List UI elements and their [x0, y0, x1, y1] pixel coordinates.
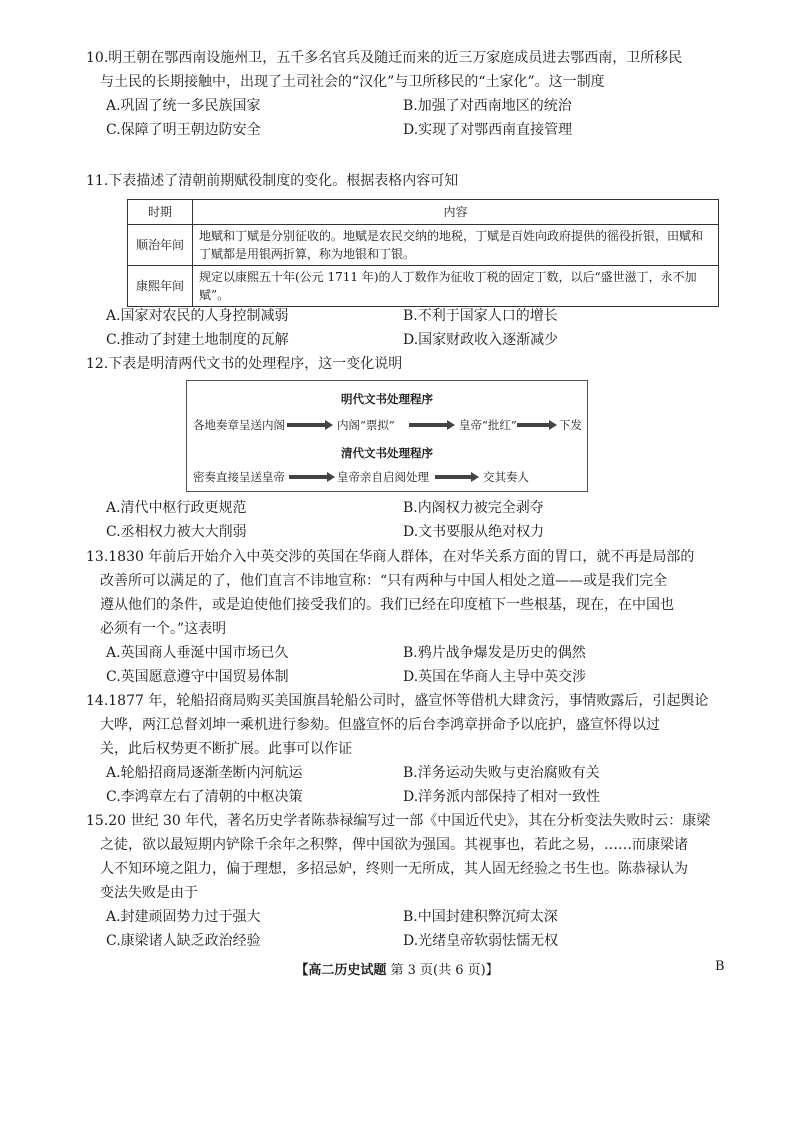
stem-line: 遵从他们的条件，或是迫使他们接受我们的。我们已经在印度植下一些根基，现在，在中国也: [100, 597, 674, 613]
footer-version: B: [715, 959, 725, 974]
question-12-options-wrap: [90, 496, 710, 544]
table-row: [128, 225, 719, 266]
option-d: D.文书要服从绝对权力: [403, 524, 545, 540]
question-11: [86, 169, 710, 193]
flow-step: 内阁“票拟”: [337, 418, 395, 432]
stem-line: 变法失败是由于: [100, 885, 198, 901]
option-d: D.光绪皇帝软弱怯懦无权: [403, 933, 559, 949]
flow-arrow: [409, 421, 455, 429]
stem-line: 人不知环境之阻力，偏于理想，多招忌妒，终则一无所成，其人固无经验之书生也。陈恭禄认为: [100, 861, 688, 877]
flow-step: 皇帝亲自启阅处理: [337, 470, 429, 484]
footer-page-number: 第 3 页(共 6 页)】: [390, 963, 499, 978]
stem-line: 10.明王朝在鄂西南设施州卫，五千多名官兵及随迁而来的近三万家庭成员进去鄂西南，卫所移民: [86, 50, 683, 66]
option-a: A.国家对农民的人身控制减弱: [106, 308, 289, 324]
stem-line: 改善所可以满足的了，他们直言不讳地宣称：“只有两种与中国人相处之道——或是我们完全: [100, 573, 668, 589]
option-c: C.保障了明王朝边防安全: [106, 122, 261, 138]
option-a: A.轮船招商局逐渐垄断内河航运: [106, 765, 303, 781]
option-b: B.内阁权力被完全剥夺: [403, 500, 544, 516]
question-11-stem: 11.下表描述了清朝前期赋役制度的变化。根据表格内容可知: [86, 173, 459, 189]
option-b: B.洋务运动失败与吏治腐败有关: [403, 765, 600, 781]
stem-line: 与土民的长期接触中，出现了土司社会的“汉化”与卫所移民的“土家化”。这一制度: [100, 74, 605, 90]
flow-step: 密奏直接呈送皇帝: [193, 470, 285, 484]
option-c: C.英国愿意遵守中国贸易体制: [106, 669, 289, 685]
table-header-row: [128, 200, 719, 225]
option-a: A.清代中枢行政更规范: [106, 500, 247, 516]
table-cell-content: 地赋和丁赋是分别征收的。地赋是农民交纳的地税，丁赋是百姓向政府提供的徭役折银，田赋和丁赋都是用银两折算，称为地银和丁银。: [193, 225, 719, 266]
option-c: C.李鸿章左右了清朝的中枢决策: [106, 789, 303, 805]
stem-line: 15.20 世纪 30 年代，著名历史学者陈恭禄编写过一部《中国近代史》，其在分析变法失败时云：康梁: [86, 813, 711, 829]
tax-system-table: [127, 199, 719, 307]
question-13: [86, 545, 710, 689]
question-14: [86, 689, 710, 809]
flow-arrow: [435, 473, 479, 481]
footer-title: [0, 959, 794, 978]
table-cell-period: 康熙年间: [128, 266, 193, 307]
option-a: A.巩固了统一多民族国家: [106, 98, 261, 114]
question-14-options: [90, 761, 710, 809]
question-15-options: [90, 905, 710, 953]
flow-arrow: [287, 421, 333, 429]
option-b: B.中国封建积弊沉疴太深: [403, 909, 558, 925]
question-12-stem: 12.下表是明清两代文书的处理程序，这一变化说明: [86, 356, 403, 372]
question-10-stem: [86, 46, 710, 94]
option-b: B.鸦片战争爆发是历史的偶然: [403, 645, 586, 661]
stem-line: 14.1877 年，轮船招商局购买美国旗昌轮船公司时，盛宣怀等借机大肆贪污，事情败露后，引起舆论: [86, 693, 709, 709]
flow-arrow: [517, 421, 557, 429]
option-c: C.康梁诸人缺乏政治经验: [106, 933, 261, 949]
page-footer: [0, 959, 794, 979]
option-d: D.实现了对鄂西南直接管理: [403, 122, 573, 138]
ming-flow-title: 明代文书处理程序: [341, 392, 433, 406]
question-10: [86, 46, 710, 142]
flow-step: 下发: [559, 418, 582, 432]
table-header: 内容: [193, 200, 719, 225]
option-d: D.国家财政收入逐渐减少: [403, 332, 559, 348]
question-13-options: [90, 641, 710, 689]
table-cell-content: 规定以康熙五十年(公元 1711 年)的人丁数作为征收丁税的固定丁数，以后“盛世滋丁，永不加赋”。: [193, 266, 719, 307]
option-a: A.封建顽固势力过于强大: [106, 909, 261, 925]
option-a: A.英国商人垂涎中国市场已久: [106, 645, 289, 661]
question-11-options: [90, 304, 710, 352]
qing-flow-title: 清代文书处理程序: [341, 446, 433, 460]
option-c: C.推动了封建土地制度的瓦解: [106, 332, 289, 348]
stem-line: 13.1830 年前后开始介入中英交涉的英国在华商人群体，在对华关系方面的胃口，就不再是局部的: [86, 549, 695, 565]
option-b: B.加强了对西南地区的统治: [403, 98, 572, 114]
stem-line: 大哗，两江总督刘坤一乘机进行参劾。但盛宣怀的后台李鸿章拼命予以庇护，盛宣怀得以过: [100, 717, 660, 733]
option-c: C.丞相权力被大大削弱: [106, 524, 247, 540]
stem-line: 之徒，欲以最短期内铲除千余年之积弊，俾中国欲为强国。其视事也，若此之易，……而康梁诸: [100, 837, 688, 853]
footer-exam-name: 【高二历史试题: [295, 963, 387, 978]
question-15: [86, 809, 711, 953]
document-flow-diagram: [186, 380, 588, 492]
option-d: D.英国在华商人主导中英交涉: [403, 669, 587, 685]
table-header: 时期: [128, 200, 193, 225]
flow-arrow: [289, 473, 335, 481]
table-row: [128, 266, 719, 307]
question-12-options: [90, 496, 710, 544]
stem-line: 关，此后权势更不断扩展。此事可以作证: [100, 741, 352, 757]
option-b: B.不利于国家人口的增长: [403, 308, 558, 324]
question-12: [86, 352, 710, 376]
option-d: D.洋务派内部保持了相对一致性: [403, 789, 601, 805]
flow-step: 皇帝“批红”: [459, 418, 517, 432]
flow-step: 各地奏章呈送内阁: [193, 418, 285, 432]
table-cell-period: 顺治年间: [128, 225, 193, 266]
flow-step: 交其奏人: [483, 470, 529, 484]
stem-line: 必须有一个。”这表明: [100, 621, 227, 637]
question-11-options-wrap: [90, 304, 710, 352]
question-10-options: [90, 94, 710, 142]
